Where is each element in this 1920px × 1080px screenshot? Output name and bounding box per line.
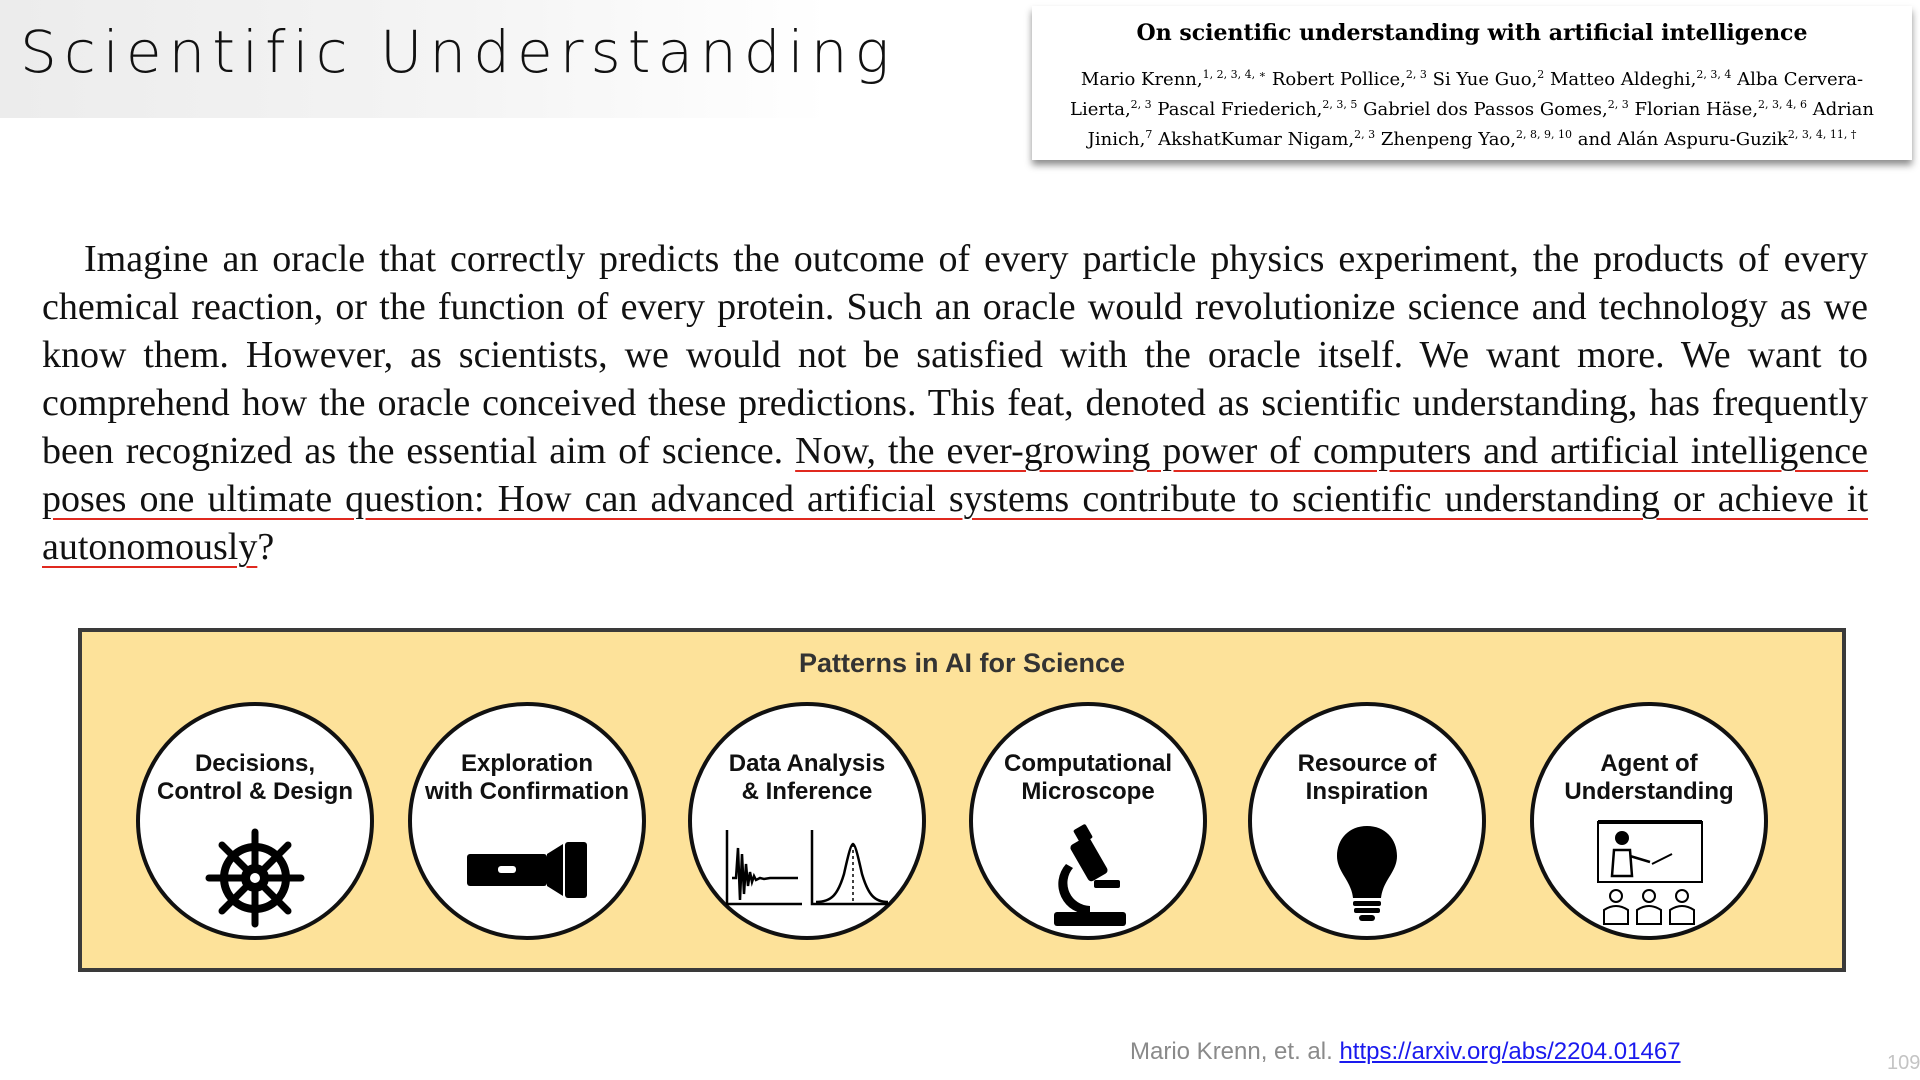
pattern-label: Data Analysis & Inference xyxy=(728,750,886,805)
patterns-panel xyxy=(78,628,1846,972)
pattern-label: Agent of Understanding xyxy=(1564,750,1734,805)
author: Pascal Friederich,$^{2, 3, 5}$ xyxy=(1157,98,1358,120)
paper-header-snippet xyxy=(1032,6,1912,160)
citation-authors: Mario Krenn, et. al. xyxy=(1130,1038,1333,1065)
highlighted-question: Now, the ever-growing power of computers and artificial intelligence poses one ultimate question: How can advanced artificial systems contribute to scientific understanding or achieve it autonomously xyxy=(42,430,1868,568)
author: Robert Pollice,$^{2, 3}$ xyxy=(1271,68,1427,90)
author: Matteo Aldeghi,$^{2, 3, 4}$ xyxy=(1549,68,1732,90)
author: Si Yue Guo,$^2$ xyxy=(1432,68,1545,90)
abstract-end: ? xyxy=(257,526,275,568)
author: Adrian Jinich,$^7$ xyxy=(1087,99,1874,150)
author: and Alán Aspuru-Guzik$^{2, 3, 4, 11, \dagger}$ xyxy=(1577,128,1857,150)
pattern-label: Decisions, Control & Design xyxy=(157,750,353,805)
pattern-agent-understanding xyxy=(1530,702,1768,940)
arxiv-link[interactable]: https://arxiv.org/abs/2204.01467 xyxy=(1339,1038,1681,1065)
lightbulb-icon xyxy=(1335,824,1399,924)
pattern-decisions-control-design xyxy=(136,702,374,940)
signal-charts-icon xyxy=(722,828,892,908)
pattern-resource-inspiration xyxy=(1248,702,1486,940)
teacher-icon xyxy=(1592,816,1706,928)
pattern-label: Exploration with Confirmation xyxy=(425,750,629,805)
pattern-label: Resource of Inspiration xyxy=(1297,750,1437,805)
author: Alba Cervera-Lierta,$^{2, 3}$ xyxy=(1070,69,1864,120)
slide-title: Scientific Understanding xyxy=(20,18,897,86)
author: Zhenpeng Yao,$^{2, 8, 9, 10}$ xyxy=(1380,128,1572,150)
paper-title: On scientific understanding with artificial intelligence xyxy=(1136,20,1808,46)
pattern-label: Computational Microscope xyxy=(1004,750,1172,805)
paper-authors xyxy=(1032,62,1912,152)
author: AkshatKumar Nigam,$^{2, 3}$ xyxy=(1158,128,1376,150)
pattern-computational-microscope xyxy=(969,702,1207,940)
pattern-data-analysis-inference xyxy=(688,702,926,940)
ship-wheel-icon xyxy=(205,828,305,928)
pattern-exploration-confirmation xyxy=(408,702,646,940)
page-number: 109 xyxy=(1887,1052,1920,1074)
author: Gabriel dos Passos Gomes,$^{2, 3}$ xyxy=(1363,98,1629,120)
microscope-icon xyxy=(1046,824,1130,928)
author: Florian Häse,$^{2, 3, 4, 6}$ xyxy=(1634,98,1808,120)
author: Mario Krenn,$^{1, 2, 3, 4, ∗}$ xyxy=(1080,68,1267,90)
patterns-title: Patterns in AI for Science xyxy=(798,648,1126,678)
flashlight-icon xyxy=(465,840,589,900)
abstract-text: Imagine an oracle that correctly predicts the outcome of every particle physics experiment, the products of every chemical reaction, or the function of every protein. Such an oracle would revolutionize science and technology as we know them. However, as scientists, we would not be satisfied with the oracle itself. We want more. We want to comprehend how the oracle conceived these predictions. This feat, denoted as scientific understanding, has frequently been recognized as the essential aim of science. xyxy=(42,238,1868,472)
citation xyxy=(1130,1038,1681,1066)
abstract-paragraph xyxy=(42,235,1868,571)
